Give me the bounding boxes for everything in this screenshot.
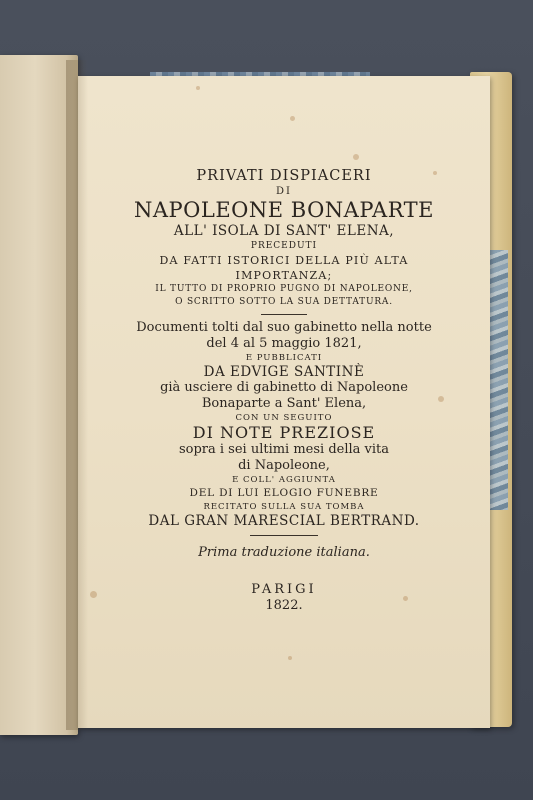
title-line: IL TUTTO DI PROPRIO PUGNO DI NAPOLEONE,: [155, 284, 413, 294]
title-line: ALL' ISOLA DI SANT' ELENA,: [173, 223, 395, 239]
foxing-spot: [290, 116, 295, 121]
foxing-spot: [196, 86, 200, 90]
marbled-endpaper: [490, 250, 508, 510]
title-line: IMPORTANZA;: [235, 269, 333, 282]
body-line: DEL DI LUI ELOGIO FUNEBRE: [189, 487, 379, 499]
title-page-text: [78, 168, 490, 614]
body-line: DI NOTE PREZIOSE: [192, 423, 376, 442]
title-line: DA FATTI ISTORICI DELLA PIÙ ALTA: [159, 254, 409, 267]
body-line: di Napoleone,: [238, 458, 330, 473]
author-line: DA EDVIGE SANTINÈ: [203, 364, 365, 380]
body-line: Bonaparte a Sant' Elena,: [201, 396, 367, 411]
body-line: sopra i sei ultimi mesi della vita: [178, 442, 390, 457]
foxing-spot: [288, 656, 292, 660]
body-line: E PUBBLICATI: [245, 353, 323, 363]
title-line: DI: [276, 186, 292, 197]
body-line: già usciere di gabinetto di Napoleone: [160, 380, 408, 395]
imprint-year: 1822.: [265, 598, 303, 613]
main-title: NAPOLEONE BONAPARTE: [134, 198, 434, 222]
divider-rule: [261, 314, 307, 315]
title-line: O SCRITTO SOTTO LA SUA DETTATURA.: [175, 297, 393, 307]
title-line: PRECEDUTI: [250, 241, 318, 251]
body-line: DAL GRAN MARESCIAL BERTRAND.: [148, 513, 420, 529]
foxing-spot: [353, 154, 359, 160]
body-line: RECITATO SULLA SUA TOMBA: [203, 502, 365, 512]
body-line: E COLL' AGGIUNTA: [232, 475, 336, 485]
body-line: CON UN SEGUITO: [235, 413, 333, 423]
translation-note: Prima traduzione italiana.: [198, 545, 370, 560]
imprint-place: PARIGI: [251, 582, 317, 597]
body-line: Documenti tolti dal suo gabinetto nella notte: [136, 320, 432, 335]
divider-rule: [250, 535, 318, 536]
title-line: PRIVATI DISPIACERI: [196, 168, 372, 184]
body-line: del 4 al 5 maggio 1821,: [206, 336, 362, 351]
